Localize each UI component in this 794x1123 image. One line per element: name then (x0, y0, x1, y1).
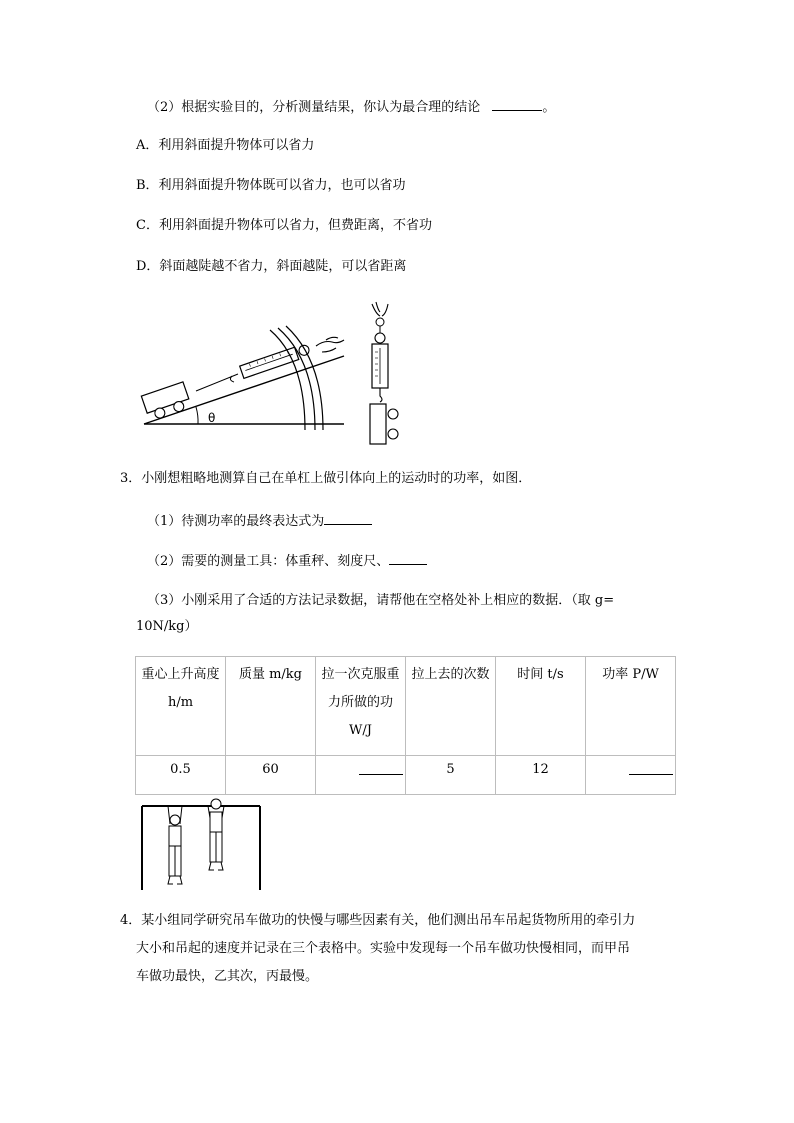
question-4-line3: 车做功最快，乙其次，丙最慢。 (136, 969, 319, 984)
option-b: B．利用斜面提升物体既可以省力，也可以省功 (136, 178, 406, 193)
header-height (136, 657, 226, 756)
answer-blank[interactable] (492, 96, 542, 111)
option-d: D．斜面越陡越不省力，斜面越陡，可以省距离 (136, 259, 407, 274)
answer-blank[interactable] (324, 510, 372, 525)
power-blank[interactable] (629, 756, 673, 775)
question-4-line1 (120, 911, 635, 931)
header-mass (226, 657, 316, 756)
header-work (316, 657, 406, 756)
q2-end: 。 (542, 100, 556, 115)
header-text: 质量 m/kg (238, 667, 303, 682)
work-blank[interactable] (359, 756, 403, 775)
option-c: C．利用斜面提升物体可以省力，但费距离，不省功 (136, 218, 432, 233)
spring-scale-figure (360, 300, 410, 448)
question-3-stem (120, 469, 531, 489)
cell-height: 0.5 (136, 756, 226, 795)
header-text: 重心上升高度 (141, 667, 220, 682)
header-text: 力所做的功 (327, 695, 393, 710)
q4-number: 4． (120, 913, 142, 928)
header-text: 拉一次克服重 (321, 667, 400, 682)
question-3-sub1 (147, 510, 372, 532)
angle-label: θ (208, 411, 216, 425)
option-a: A．利用斜面提升物体可以省力 (136, 138, 315, 153)
q3-sub2: （2）需要的测量工具：体重秤、刻度尺、 (147, 554, 390, 569)
pull-up-figure (138, 796, 264, 892)
cell-work[interactable] (316, 756, 406, 795)
q2-prompt: （2）根据实验目的，分析测量结果，你认为最合理的结论 (147, 100, 481, 115)
question-3-sub2 (147, 550, 427, 572)
cell-time: 12 (496, 756, 586, 795)
header-count (406, 657, 496, 756)
question-2-part-2 (147, 96, 555, 118)
cell-count: 5 (406, 756, 496, 795)
header-text: 拉上去的次数 (411, 667, 490, 682)
q3-stem: 小刚想粗略地测算自己在单杠上做引体向上的运动时的功率，如图． (141, 471, 532, 486)
header-text: 时间 t/s (517, 667, 564, 682)
answer-blank[interactable] (389, 550, 427, 565)
q3-number: 3． (120, 471, 142, 486)
header-time (496, 657, 586, 756)
q4-line1: 某小组同学研究吊车做功的快慢与哪些因素有关，他们测出吊车吊起货物所用的牵引力 (141, 913, 636, 928)
header-text: h/m (167, 695, 194, 710)
header-text: W/J (349, 723, 372, 738)
header-power (586, 657, 676, 756)
question-4-line2: 大小和吊起的速度并记录在三个表格中。实验中发现每一个吊车做功快慢相同，而甲吊 (136, 941, 631, 956)
cell-mass: 60 (226, 756, 316, 795)
q3-sub1: （1）待测功率的最终表达式为 (147, 514, 325, 529)
data-table (135, 656, 676, 795)
table-header-row (136, 657, 676, 756)
table-row (136, 756, 676, 795)
question-3-sub3-line1: （3）小刚采用了合适的方法记录数据，请帮他在空格处补上相应的数据．（取 g= (147, 593, 615, 608)
question-3-sub3-line2: 10N/kg） (136, 619, 198, 634)
header-text: 功率 P/W (602, 667, 659, 682)
cell-power[interactable] (586, 756, 676, 795)
